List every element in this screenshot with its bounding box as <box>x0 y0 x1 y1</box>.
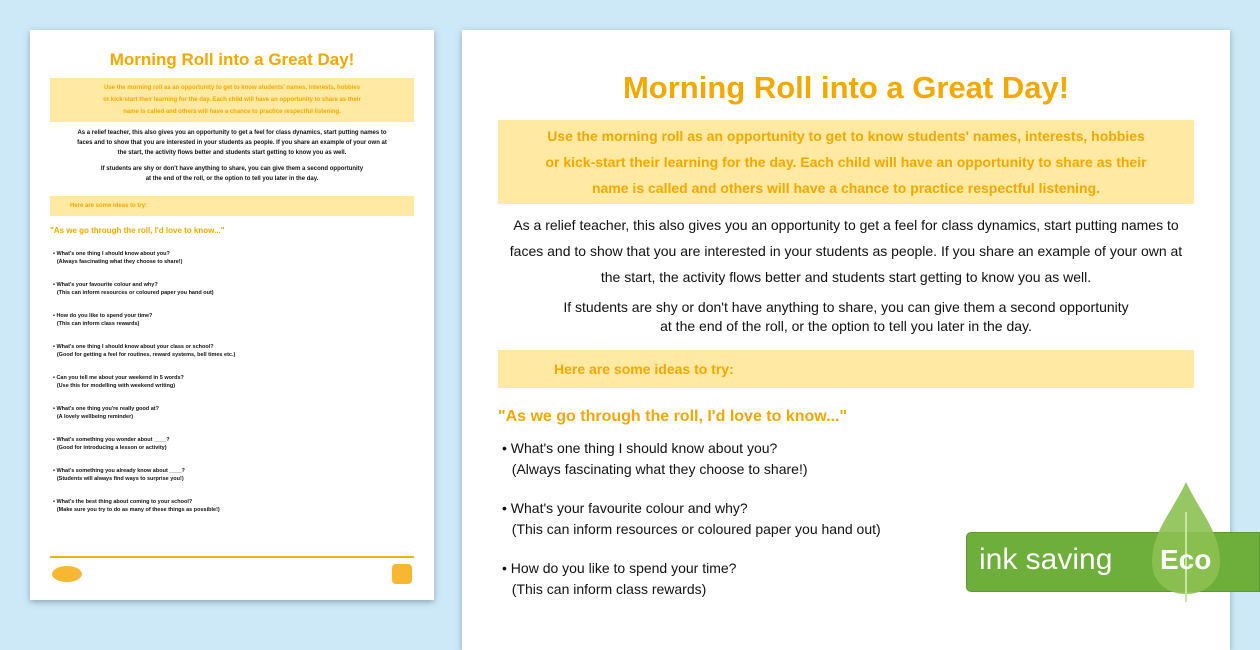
item-note: (This can inform class rewards) <box>56 321 140 327</box>
item-question: • What's one thing I should know about you? <box>53 251 170 257</box>
item-question: • What's your favourite colour and why? <box>53 282 158 288</box>
thumbnail-page <box>30 30 434 600</box>
text-line: faces and to show that you are interested in your students as people. If you share an example of your own at <box>509 243 1183 259</box>
text-line: If students are shy or don't have anything to share, you can give them a second opportunity <box>100 166 364 172</box>
text-line: As a relief teacher, this also gives you an opportunity to get a feel for class dynamics, start putting names to <box>77 130 387 136</box>
item-question: • What's one thing you're really good at? <box>53 406 159 412</box>
paragraph-1 <box>50 128 414 158</box>
paragraph-1 <box>498 212 1194 290</box>
item-question: • What's something you wonder about ____? <box>53 437 170 443</box>
item-note: (Good for getting a feel for routines, reward systems, bell times etc.) <box>56 352 236 358</box>
intro-line: Use the morning roll as an opportunity to get to know students' names, interests, hobbies <box>103 85 361 91</box>
text-line: the start, the activity flows better and students start getting to know you as well. <box>117 150 347 156</box>
intro-line: name is called and others will have a chance to practice respectful listening. <box>123 109 341 115</box>
ideas-heading: Here are some ideas to try: <box>498 350 1194 388</box>
paragraph-2 <box>50 164 414 184</box>
item-note: (Good for introducing a lesson or activity) <box>56 445 167 451</box>
ideas-heading: Here are some ideas to try: <box>50 196 414 216</box>
list-item <box>50 250 414 266</box>
doc-title: Morning Roll into a Great Day! <box>109 50 355 69</box>
text-line: at the end of the roll, or the option to tell you later in the day. <box>145 176 319 182</box>
list-item <box>50 405 414 421</box>
list-item <box>498 438 1194 480</box>
item-question: • How do you like to spend your time? <box>502 560 737 576</box>
text-line: at the end of the roll, or the option to tell you later in the day. <box>660 318 1032 334</box>
brand-logo <box>52 566 82 582</box>
item-note: (Make sure you try to do as many of these things as possible!) <box>56 507 220 513</box>
list-item <box>50 312 414 328</box>
intro-line: or kick-start their learning for the day. Each child will have an opportunity to share as their <box>103 97 361 103</box>
item-question: • What's the best thing about coming to your school? <box>53 499 193 505</box>
intro-line: Use the morning roll as an opportunity to get to know students' names, interests, hobbies <box>547 128 1145 144</box>
footer-logo <box>392 564 412 584</box>
footer <box>50 556 414 558</box>
eco-label: Eco <box>1160 544 1212 575</box>
item-note: (This can inform resources or coloured paper you hand out) <box>511 521 881 537</box>
text-line: If students are shy or don't have anything to share, you can give them a second opportunity <box>563 299 1129 315</box>
intro-band <box>498 120 1194 204</box>
item-note: (A lovely wellbeing reminder) <box>56 414 134 420</box>
item-note: (This can inform class rewards) <box>511 581 707 597</box>
list-item <box>50 467 414 483</box>
list-item <box>50 281 414 297</box>
item-question: • What's one thing I should know about your class or school? <box>53 344 214 350</box>
item-question: • What's your favourite colour and why? <box>502 500 748 516</box>
item-note: (Use this for modelling with weekend writing) <box>56 383 176 389</box>
item-note: (Students will always find ways to surprise you!) <box>56 476 184 482</box>
text-line: faces and to show that you are interested in your students as people. If you share an example of your own at <box>77 140 387 146</box>
intro-band <box>50 78 414 122</box>
item-question: • What's something you already know about ____? <box>53 468 185 474</box>
text-line: As a relief teacher, this also gives you an opportunity to get a feel for class dynamics, start putting names to <box>513 217 1179 233</box>
item-note: (This can inform resources or coloured paper you hand out) <box>56 290 214 296</box>
item-note: (Always fascinating what they choose to share!) <box>56 259 183 265</box>
quote: "As we go through the roll, I'd love to know..." <box>498 408 848 425</box>
item-question: • What's one thing I should know about you? <box>502 440 778 456</box>
text-line: the start, the activity flows better and students start getting to know you as well. <box>600 269 1092 285</box>
list-item <box>50 374 414 390</box>
intro-line: or kick-start their learning for the day. Each child will have an opportunity to share as their <box>545 154 1147 170</box>
item-question: • Can you tell me about your weekend in 5 words? <box>53 375 184 381</box>
item-note: (Always fascinating what they choose to share!) <box>511 461 808 477</box>
paragraph-2 <box>498 298 1194 336</box>
list-item <box>50 498 414 514</box>
badge-label: ink saving <box>979 543 1113 576</box>
list-item <box>50 436 414 452</box>
item-question: • How do you like to spend your time? <box>53 313 153 319</box>
quote: "As we go through the roll, I'd love to know..." <box>50 226 225 235</box>
doc-title: Morning Roll into a Great Day! <box>622 70 1070 105</box>
intro-line: name is called and others will have a chance to practice respectful listening. <box>591 180 1101 196</box>
leaf-icon <box>1150 482 1222 602</box>
list-item <box>50 343 414 359</box>
